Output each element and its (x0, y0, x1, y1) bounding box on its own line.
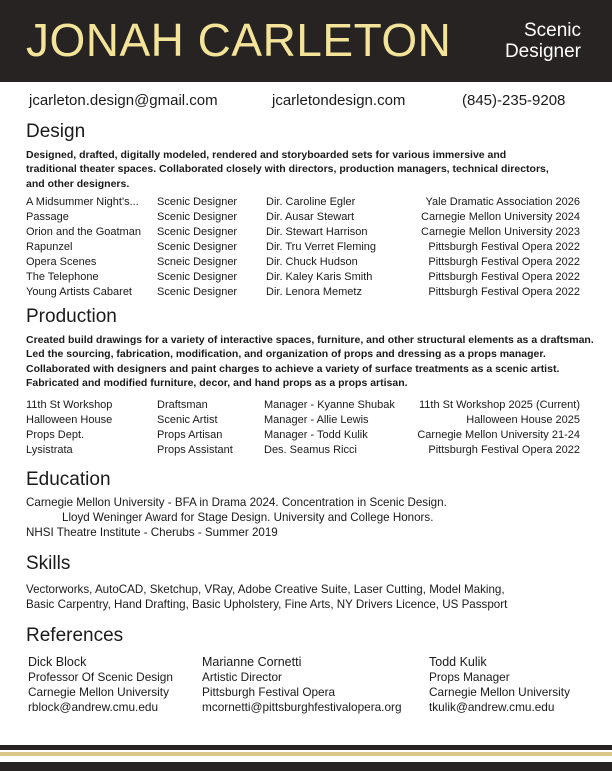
skills-line: Vectorworks, AutoCAD, Sketchup, VRay, Adobe Creative Suite, Laser Cutting, Model Making, (26, 583, 505, 596)
education-heading: Education (26, 469, 111, 490)
reference-name: Todd Kulik (429, 655, 487, 669)
credit-manager: Manager - Allie Lewis (264, 414, 369, 426)
reference-card (202, 655, 402, 715)
candidate-name: JONAH CARLETON (26, 14, 452, 66)
reference-title: Artistic Director (202, 670, 282, 684)
credit-director: Dir. Ausar Stewart (266, 211, 355, 223)
reference-email[interactable]: mcornetti@pittsburghfestivalopera.org (202, 700, 402, 714)
credit-role: Scenic Designer (157, 271, 238, 283)
credit-director: Dir. Lenora Memetz (266, 286, 362, 298)
production-summary-line: Led the sourcing, fabrication, modification, and organization of props and dressing as a props manager. (26, 348, 546, 361)
production-summary-line: Created build drawings for a variety of interactive spaces, furniture, and other structural elements as a draftsman. (26, 334, 594, 346)
credit-show: Young Artists Cabaret (26, 286, 132, 298)
design-credit-row (26, 226, 580, 241)
credit-show: A Midsummer Night's... (26, 196, 139, 208)
education-line: Carnegie Mellon University - BFA in Drama 2024. Concentration in Scenic Design. (26, 496, 447, 509)
reference-org: Carnegie Mellon University (28, 685, 169, 699)
credit-show: Passage (26, 211, 69, 223)
credit-venue: Carnegie Mellon University 2024 (421, 211, 580, 223)
design-credit-row (26, 196, 580, 211)
production-summary (26, 333, 592, 391)
production-credit-row (26, 429, 580, 444)
contact-website[interactable]: jcarletondesign.com (272, 92, 406, 109)
header-band (0, 0, 612, 82)
credit-role: Props Artisan (157, 429, 223, 441)
reference-name: Dick Block (28, 655, 87, 669)
credit-role: Props Assistant (157, 444, 233, 456)
credit-director: Dir. Chuck Hudson (266, 256, 358, 268)
credit-venue: Carnegie Mellon University 2023 (421, 226, 580, 238)
credit-show: Rapunzel (26, 241, 73, 253)
skills-heading: Skills (26, 553, 71, 574)
credit-show: The Telephone (26, 271, 99, 283)
reference-card (28, 655, 173, 715)
credit-venue: Pittsburgh Festival Opera 2022 (428, 241, 580, 253)
production-credit-row (26, 444, 580, 459)
credit-venue: Pittsburgh Festival Opera 2022 (428, 256, 580, 268)
credit-manager: Manager - Kyanne Shubak (264, 399, 395, 411)
design-summary-line: traditional theater spaces. Collaborated closely with directors, production managers, technical directors, (26, 163, 549, 176)
credit-venue: Carnegie Mellon University 21-24 (417, 429, 580, 441)
design-heading: Design (26, 121, 86, 142)
credit-venue: Pittsburgh Festival Opera 2022 (428, 444, 580, 456)
credit-role: Draftsman (157, 399, 208, 411)
footer-divider-top (0, 745, 612, 750)
reference-org: Pittsburgh Festival Opera (202, 685, 336, 699)
reference-org: Carnegie Mellon University (429, 685, 570, 699)
credit-company: Halloween House (26, 414, 113, 426)
references-heading: References (26, 625, 124, 646)
reference-title: Props Manager (429, 670, 510, 684)
credit-role: Scenic Artist (157, 414, 218, 426)
production-summary-line: Fabricated and modified furniture, decor, and hand props as a props artisan. (26, 377, 408, 390)
credit-role: Scenic Designer (157, 286, 238, 298)
credit-director: Dir. Kaley Karis Smith (266, 271, 373, 283)
credit-show: Opera Scenes (26, 256, 97, 268)
education-award-line: Lloyd Weninger Award for Stage Design. University and College Honors. (62, 511, 434, 524)
job-title-line1: Scenic (523, 20, 581, 41)
design-summary-line: Designed, drafted, digitally modeled, rendered and storyboarded sets for various immersive and (26, 149, 507, 161)
credit-show: Orion and the Goatman (26, 226, 141, 238)
reference-email[interactable]: tkulik@andrew.cmu.edu (429, 700, 555, 714)
production-summary-line: Collaborated with designers and paint charges to achieve a variety of surface treatments as a scenic artist. (26, 362, 560, 375)
credit-director: Dir. Caroline Egler (266, 196, 356, 208)
reference-card (429, 655, 570, 715)
credit-company: 11th St Workshop (26, 399, 113, 411)
credit-manager: Manager - Todd Kulik (264, 429, 368, 441)
credit-venue: Yale Dramatic Association 2026 (425, 196, 580, 208)
credit-venue: Pittsburgh Festival Opera 2022 (428, 271, 580, 283)
reference-name: Marianne Cornetti (202, 655, 302, 669)
design-summary-line: and other designers. (26, 177, 130, 190)
contact-phone: (845)-235-9208 (462, 92, 566, 109)
production-credit-row (26, 399, 580, 414)
credit-role: Scenic Designer (157, 196, 238, 208)
credit-director: Dir. Tru Verret Fleming (266, 241, 377, 253)
credit-venue: 11th St Workshop 2025 (Current) (418, 399, 580, 411)
credit-company: Props Dept. (26, 429, 85, 441)
design-credit-row (26, 256, 580, 271)
reference-email[interactable]: rblock@andrew.cmu.edu (28, 700, 159, 714)
credit-manager: Des. Seamus Ricci (264, 444, 357, 456)
credit-venue: Pittsburgh Festival Opera 2022 (428, 286, 580, 298)
design-credit-row (26, 286, 580, 301)
design-summary (26, 148, 592, 191)
design-credit-row (26, 271, 580, 286)
footer-divider-gold (0, 752, 612, 756)
contact-email[interactable]: jcarleton.design@gmail.com (29, 92, 218, 109)
job-title (505, 20, 581, 62)
footer-band (0, 762, 612, 771)
education-line: NHSI Theatre Institute - Cherubs - Summer 2019 (26, 526, 278, 539)
production-heading: Production (26, 306, 117, 327)
credit-role: Scenic Designer (157, 241, 238, 253)
design-credit-row (26, 211, 580, 226)
design-credit-row (26, 241, 580, 256)
credit-role: Scenic Designer (157, 211, 238, 223)
credit-role: Scenic Designer (157, 226, 238, 238)
credit-company: Lysistrata (26, 444, 73, 456)
credit-role: Scneic Designer (157, 256, 238, 268)
job-title-line2: Designer (504, 41, 581, 62)
reference-title: Professor Of Scenic Design (28, 670, 173, 684)
credit-director: Dir. Stewart Harrison (266, 226, 368, 238)
production-credit-row (26, 414, 580, 429)
credit-venue: Halloween House 2025 (466, 414, 580, 426)
skills-line: Basic Carpentry, Hand Drafting, Basic Upholstery, Fine Arts, NY Drivers Licence, US Passport (26, 598, 508, 611)
